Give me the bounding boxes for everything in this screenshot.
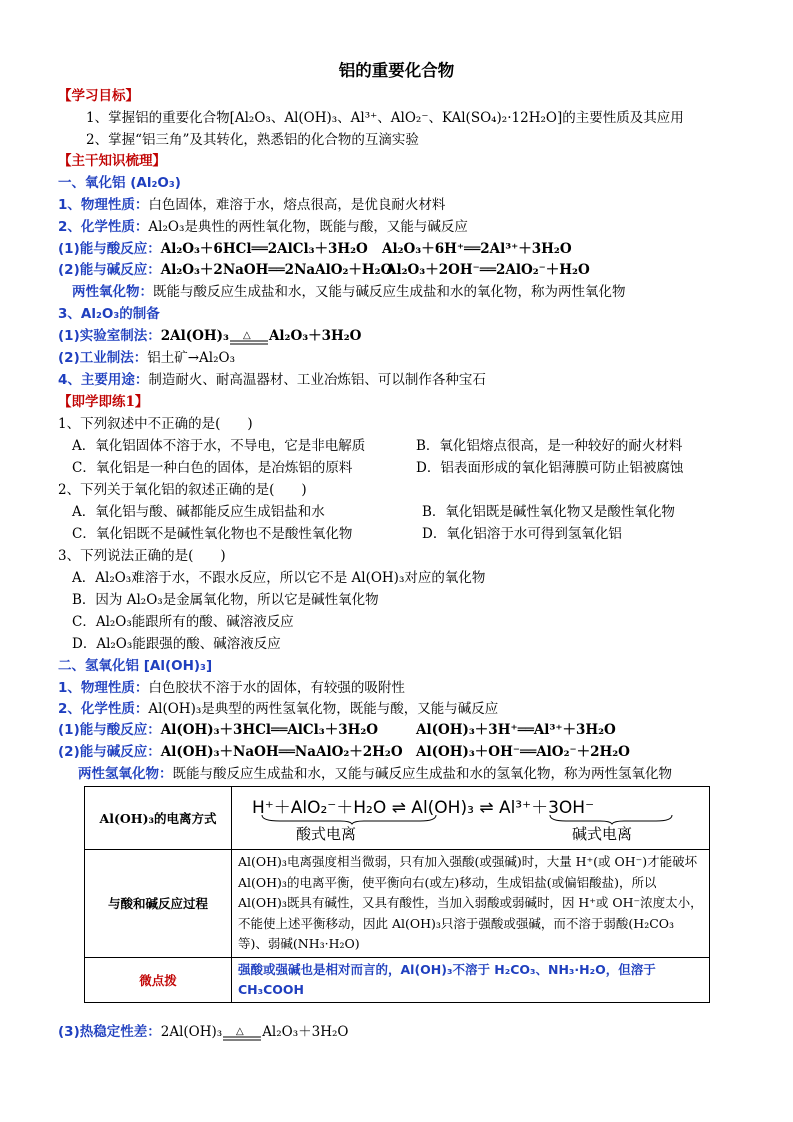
- s2-chem-text: Al(OH)₃是典型的两性氢氧化物，既能与酸，又能与碱反应: [148, 701, 499, 717]
- s1-lab-eq-left: 2Al(OH)₃: [160, 328, 229, 344]
- s1-use-text: 制造耐火、耐高温器材、工业冶炼铝、可以制作各种宝石: [148, 372, 486, 388]
- s1-base-label: (2)能与碱反应：: [58, 262, 161, 278]
- goal-2: 2、掌握“铝三角”及其转化，熟悉铝的化合物的互滴实验: [86, 132, 419, 148]
- q1-option-c: C．氧化铝是一种白色的固体，是冶炼铝的原料: [72, 460, 353, 476]
- s2-chem-line: [58, 699, 498, 719]
- s2-base-line: [58, 742, 403, 762]
- s1-use-line: [58, 370, 486, 390]
- s2-base-eq1: Al(OH)₃＋NaOH══NaAlO₂＋2H₂O: [160, 744, 403, 760]
- s2-phys-line: [58, 678, 405, 698]
- s2-acid-line: [58, 720, 378, 740]
- main-header: 【主干知识梳理】: [58, 153, 166, 169]
- s1-amph-line: [72, 282, 626, 302]
- s1-prep-heading: 3、Al₂O₃的制备: [58, 306, 160, 322]
- question-3: 3、下列说法正确的是( ): [58, 548, 226, 564]
- s1-chem-label: 2、化学性质：: [58, 219, 149, 235]
- s2-heat-line: [58, 1022, 349, 1042]
- s1-base-line: [58, 260, 392, 280]
- q2-option-b: B．氧化铝既是碱性氧化物又是酸性氧化物: [422, 504, 675, 520]
- table-row-ionization: [85, 787, 710, 850]
- s1-acid-eq1: Al₂O₃＋6HCl══2AlCl₃＋3H₂O: [160, 241, 368, 257]
- s1-ind-line: [58, 348, 235, 368]
- ionization-formula: [232, 789, 709, 847]
- s2-base-eq2: Al(OH)₃＋OH⁻══AlO₂⁻＋2H₂O: [416, 744, 630, 760]
- s1-acid-line: [58, 239, 368, 259]
- table-label-reaction: 与酸和碱反应过程: [85, 850, 232, 958]
- aloh3-info-table: [84, 786, 710, 1003]
- table-cell-reaction-text: Al(OH)₃电离强度相当微弱，只有加入强酸(或强碱)时，大量 H⁺(或 OH⁻)才能破坏 Al(OH)₃的电离平衡，使平衡向右(或左)移动，生成铝盐(或偏铝酸盐)，所以 Al(OH)₃既具有碱性，又具有酸性，当加入弱酸或弱碱时，因 H⁺或 OH⁻浓度太小，不能使上述平衡移动，因此 Al(OH)₃只溶于强酸或强碱，而不溶于弱酸(H₂CO₃等)、弱碱(NH₃·H₂O): [232, 850, 710, 958]
- delta-symbol: △: [242, 329, 251, 341]
- s1-amph-text: 既能与酸反应生成盐和水，又能与碱反应生成盐和水的氧化物，称为两性氧化物: [153, 284, 626, 300]
- delta-symbol: △: [236, 1025, 244, 1037]
- s1-amph-label: 两性氧化物：: [72, 284, 153, 300]
- q1-option-b: B．氧化铝熔点很高，是一种较好的耐火材料: [416, 438, 683, 454]
- table-label-ionization: Al(OH)₃的电离方式: [85, 787, 232, 850]
- q1-option-d: D．铝表面形成的氧化铝薄膜可防止铝被腐蚀: [416, 460, 684, 476]
- s1-use-label: 4、主要用途：: [58, 372, 149, 388]
- acid-ionization-label: 酸式电离: [296, 825, 357, 843]
- s2-chem-label: 2、化学性质：: [58, 701, 149, 717]
- s2-phys-label: 1、物理性质：: [58, 680, 149, 696]
- table-cell-tip-text: 强酸或强碱也是相对而言的，Al(OH)₃不溶于 H₂CO₃、NH₃·H₂O，但溶于CH₃COOH: [232, 957, 710, 1002]
- q2-option-a: A．氧化铝与酸、碱都能反应生成铝盐和水: [72, 504, 325, 520]
- s1-base-eq2: Al₂O₃＋2OH⁻══2AlO₂⁻＋H₂O: [386, 262, 590, 278]
- s2-amph-label: 两性氢氧化物：: [78, 766, 173, 782]
- s2-heat-eq-right: Al₂O₃＋3H₂O: [262, 1024, 349, 1040]
- q3-option-b: B．因为 Al₂O₃是金属氧化物，所以它是碱性氧化物: [72, 592, 379, 608]
- s2-acid-label: (1)能与酸反应：: [58, 722, 161, 738]
- section-2-heading: 二、氢氧化铝 [Al(OH)₃]: [58, 658, 213, 674]
- s1-acid-label: (1)能与酸反应：: [58, 241, 161, 257]
- section-1-heading: 一、氧化铝 (Al₂O₃): [58, 175, 181, 191]
- s2-heat-eq-left: 2Al(OH)₃: [160, 1024, 223, 1040]
- s1-ind-text: 铝土矿→Al₂O₃: [147, 350, 236, 366]
- s1-phys-label: 1、物理性质：: [58, 197, 149, 213]
- s2-base-label: (2)能与碱反应：: [58, 744, 161, 760]
- question-1: 1、下列叙述中不正确的是( ): [58, 416, 253, 432]
- q2-option-d: D．氧化铝溶于水可得到氢氧化铝: [422, 526, 622, 542]
- q3-option-a: A．Al₂O₃难溶于水，不跟水反应，所以它不是 Al(OH)₃对应的氧化物: [72, 570, 486, 586]
- s1-phys-line: [58, 195, 445, 215]
- s2-phys-text: 白色胶状不溶于水的固体，有较强的吸附性: [148, 680, 405, 696]
- s2-heat-label: (3)热稳定性差：: [58, 1024, 161, 1040]
- s1-lab-eq-right: Al₂O₃＋3H₂O: [268, 328, 362, 344]
- q3-option-c: C．Al₂O₃能跟所有的酸、碱溶液反应: [72, 614, 294, 630]
- heat-arrow-icon: [229, 330, 269, 344]
- s1-chem-line: [58, 217, 468, 237]
- table-row-reaction: [85, 850, 710, 958]
- s1-phys-text: 白色固体，难溶于水，熔点很高，是优良耐火材料: [148, 197, 446, 213]
- page-title: 铝的重要化合物: [338, 61, 455, 80]
- question-2: 2、下列关于氧化铝的叙述正确的是( ): [58, 482, 307, 498]
- q3-option-d: D．Al₂O₃能跟强的酸、碱溶液反应: [72, 636, 281, 652]
- s1-ind-label: (2)工业制法：: [58, 350, 148, 366]
- s2-acid-eq1: Al(OH)₃＋3HCl══AlCl₃＋3H₂O: [160, 722, 379, 738]
- s1-lab-label: (1)实验室制法：: [58, 328, 161, 344]
- s2-amph-line: [78, 764, 672, 784]
- goals-header: 【学习目标】: [58, 88, 139, 104]
- s1-acid-eq2: Al₂O₃＋6H⁺══2Al³⁺＋3H₂O: [382, 241, 572, 257]
- table-label-tip: 微点拨: [85, 957, 232, 1002]
- ionization-equation: H⁺＋AlO₂⁻＋H₂O ⇌ Al(OH)₃ ⇌ Al³⁺＋3OH⁻: [252, 798, 595, 818]
- s2-amph-text: 既能与酸反应生成盐和水，又能与碱反应生成盐和水的氢氧化物，称为两性氢氧化物: [172, 766, 672, 782]
- s2-acid-eq2: Al(OH)₃＋3H⁺══Al³⁺＋3H₂O: [416, 722, 616, 738]
- q1-option-a: A．氧化铝固体不溶于水，不导电，它是非电解质: [72, 438, 366, 454]
- s1-lab-line: [58, 326, 361, 346]
- goal-1: 1、掌握铝的重要化合物[Al₂O₃、Al(OH)₃、Al³⁺、AlO₂⁻、KAl(SO₄)₂·12H₂O]的主要性质及其应用: [86, 110, 684, 126]
- table-row-tip: [85, 957, 710, 1002]
- heat-arrow-icon: [222, 1026, 262, 1040]
- table-cell-formula: [232, 787, 710, 850]
- s1-base-eq1: Al₂O₃＋2NaOH══2NaAlO₂＋H₂O: [160, 262, 393, 278]
- base-ionization-label: 碱式电离: [572, 825, 633, 843]
- s1-chem-text: Al₂O₃是典性的两性氧化物，既能与酸，又能与碱反应: [148, 219, 468, 235]
- practice-header: 【即学即练1】: [58, 394, 149, 410]
- q2-option-c: C．氧化铝既不是碱性氧化物也不是酸性氧化物: [72, 526, 353, 542]
